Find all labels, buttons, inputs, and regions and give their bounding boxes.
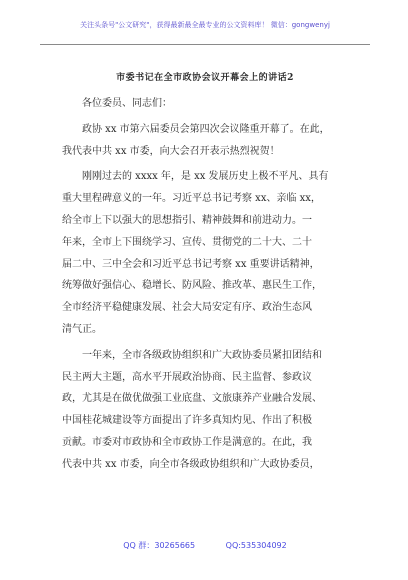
paragraph-line: 我代表中共 xx 市委，向大会召开表示热烈祝贺！	[62, 145, 280, 157]
paragraph-1	[62, 119, 362, 163]
paragraph-line: 清气正。	[62, 323, 102, 335]
document-body	[62, 93, 362, 480]
header-divider	[40, 44, 370, 45]
document-title: 市委书记在全市政协会议开幕会上的讲话2	[116, 73, 294, 83]
qq-number: QQ:535304092	[225, 541, 287, 550]
paragraph-line: 统筹做好强信心、稳增长、防风险、推改革、惠民生工作，	[62, 280, 322, 292]
paragraph-2	[62, 166, 362, 340]
paragraph-line: 给全市上下以强大的思想指引、精神鼓舞和前进动力。一	[62, 214, 312, 226]
paragraph-line: 刚刚过去的 xxxx 年，是 xx 发展历史上极不平凡、具有	[82, 171, 329, 183]
paragraph-line: 代表中共 xx 市委，向全市各级政协组织和广大政协委员，	[62, 458, 320, 470]
paragraph-3	[62, 345, 362, 476]
paragraph-line: 政协 xx 市第六届委员会第四次会议隆重开幕了。在此，	[82, 123, 330, 135]
paragraph-line: 政，尤其是在做优做强工业底盘、文旅康养产业融合发展、	[62, 393, 322, 405]
paragraph-line: 中国桂花城建设等方面提出了许多真知灼见、作出了积极	[62, 415, 312, 427]
paragraph-line: 重大里程碑意义的一年。习近平总书记考察 xx、亲临 xx，	[62, 193, 321, 205]
qq-group-number: QQ 群：30265665	[123, 541, 196, 550]
paragraph-line: 贡献。市委对市政协和全市政协工作是满意的。在此，我	[62, 436, 312, 448]
paragraph-line: 全市经济平稳健康发展、社会大局安定有序、政治生态风	[62, 302, 312, 314]
footer-contact	[40, 540, 370, 551]
paragraph-line: 届二中、三中全会和习近平总书记考察 xx 重要讲话精神，	[62, 258, 320, 270]
paragraph-line: 年来，全市上下围绕学习、宣传、贯彻党的二十大、二十	[62, 236, 312, 248]
paragraph-line: 民主两大主题，高水平开展政治协商、民主监督、参政议	[62, 371, 312, 383]
paragraph-line: 一年来，全市各级政协组织和广大政协委员紧扣团结和	[82, 349, 322, 361]
salutation: 各位委员、同志们：	[82, 98, 172, 109]
header-banner: 关注头条号"公文研究"，获得最新最全最专业的公文资料库！ 微信：gongwenyj	[80, 21, 330, 29]
